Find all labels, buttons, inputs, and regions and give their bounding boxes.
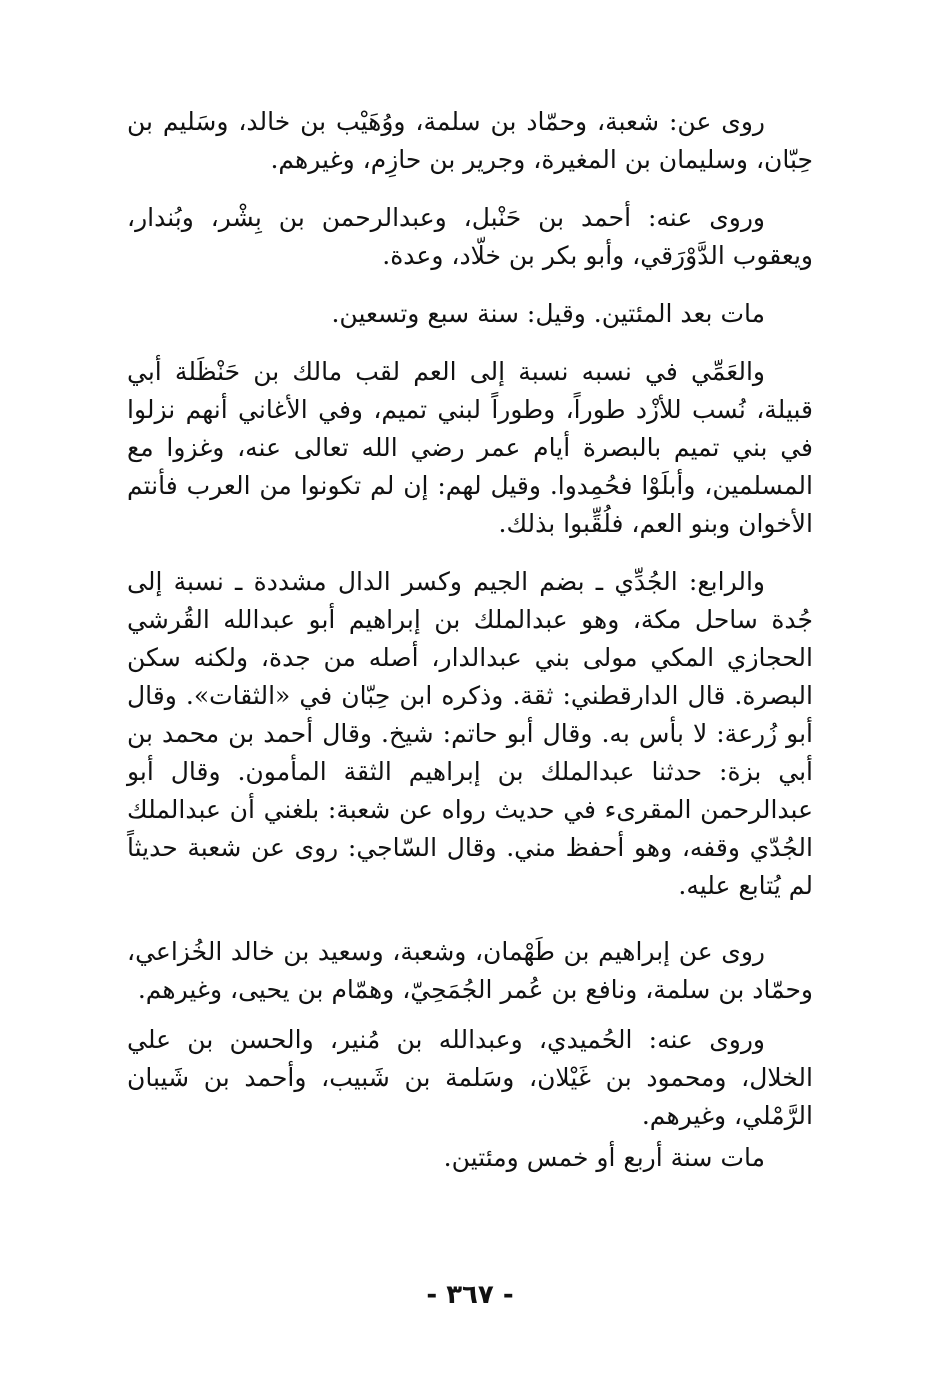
page-body — [127, 103, 813, 1177]
page-number: - ٣٦٧ - — [426, 1280, 514, 1310]
paragraph-narrators-from-1: روى عن: شعبة، وحمّاد بن سلمة، ووُهَيْب بن خالد، وسَليم بن حِبّان، وسليمان بن المغيرة، وجرير بن حازِم، وغيرهم. — [127, 107, 813, 174]
paragraph-al-juddi: والرابع: الجُدِّي ـ بضم الجيم وكسر الدال مشددة ـ نسبة إلى جُدة ساحل مكة، وهو عبدالملك بن إبراهيم أبو عبدالله القُرشي الحجازي المكي مولى بني عبدالدار، أصله من جدة، ولكنه سكن البصرة. قال الدارقطني: ثقة. وذكره ابن حِبّان في «الثقات». وقال أبو زُرعة: لا بأس به. وقال أبو حاتم: شيخ. وقال أحمد بن محمد بن أبي بزة: حدثنا عبدالملك بن إبراهيم الثقة المأمون. وقال أبو عبدالرحمن المقرىء في حديث رواه عن شعبة: بلغني أن عبدالملك الجُدّي وقفه، وهو أحفظ مني. وقال السّاجي: روى عن شعبة حديثاً لم يُتابع عليه. — [127, 567, 813, 900]
paragraph-death-1: مات بعد المئتين. وقيل: سنة سبع وتسعين. — [331, 299, 765, 328]
paragraph-narrators-to-1: وروى عنه: أحمد بن حَنْبل، وعبدالرحمن بن بِشْر، وبُندار، ويعقوب الدَّوْرَقي، وأبو بكر بن خلّاد، وعدة. — [127, 203, 813, 270]
paragraph-narrators-from-2: روى عن إبراهيم بن طَهْمان، وشعبة، وسعيد بن خالد الخُزاعي، وحمّاد بن سلمة، ونافع بن عُمر الجُمَحِيّ، وهمّام بن يحيى، وغيرهم. — [127, 937, 813, 1004]
paragraph-narrators-to-2: وروى عنه: الحُميدي، وعبدالله بن مُنير، والحسن بن علي الخلال، ومحمود بن غَيْلان، وسَلمة بن شَبيب، وأحمد بن شَيبان الرَّمْلي، وغيرهم. — [127, 1025, 813, 1130]
paragraph-death-2: مات سنة أربع أو خمس ومئتين. — [443, 1143, 765, 1172]
paragraph-al-ammi-origin: والعَمِّي في نسبه نسبة إلى العم لقب مالك بن حَنْظَلة أبي قبيلة، نُسب للأزْد طوراً، وطوراً لبني تميم، وفي الأغاني أنهم نزلوا في بني تميم بالبصرة أيام عمر رضي الله تعالى عنه، وغزوا مع المسلمين، وأبلَوْا فحُمِدوا. وقيل لهم: إن لم تكونوا من العرب فأنتم الأخوان وبنو العم، فلُقِّبوا بذلك. — [127, 357, 813, 538]
